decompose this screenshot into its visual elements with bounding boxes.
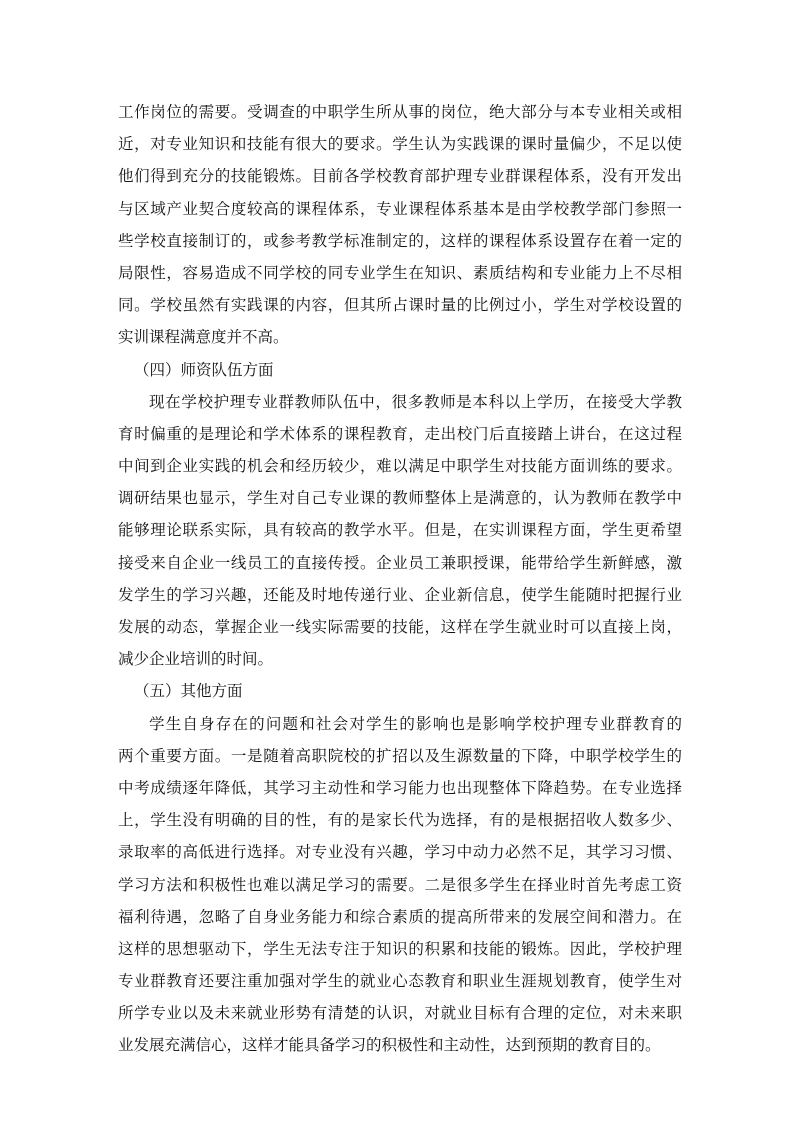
text-line: 些学校直接制订的，或参考教学标准制定的，这样的课程体系设置存在着一定的 — [118, 231, 682, 250]
text-line: 接受来自企业一线员工的直接传授。企业员工兼职授课，能带给学生新鲜感，激 — [118, 553, 682, 572]
text-line: 业发展充满信心，这样才能具备学习的积极性和主动性，达到预期的教育目的。 — [118, 1036, 661, 1055]
text-line: 减少企业培训的时间。 — [118, 650, 274, 669]
paragraph-curriculum — [118, 96, 682, 354]
text-line: 中间到企业实践的机会和经历较少，难以满足中职学生对技能方面训练的要求。 — [118, 457, 682, 476]
text-line: 中考成绩逐年降低，其学习主动性和学习能力也出现整体下降趋势。在专业选择 — [118, 778, 682, 797]
paragraph-other — [118, 708, 682, 1062]
text-line: 所学专业以及未来就业形势有清楚的认识，对就业目标有合理的定位，对未来职 — [118, 1004, 682, 1023]
text-line: 与区域产业契合度较高的课程体系，专业课程体系基本是由学校教学部门参照一 — [118, 199, 682, 218]
text-line: 学习方法和积极性也难以满足学习的需要。二是很多学生在择业时首先考虑工资 — [118, 875, 682, 894]
text-line: 这样的思想驱动下，学生无法专注于知识的积累和技能的锻炼。因此，学校护理 — [118, 939, 682, 958]
text-line: 他们得到充分的技能锻炼。目前各学校教育部护理专业群课程体系，没有开发出 — [118, 167, 682, 186]
text-line: 局限性，容易造成不同学校的同专业学生在知识、素质结构和专业能力上不尽相 — [118, 263, 682, 282]
text-line: 学生自身存在的问题和社会对学生的影响也是影响学校护理专业群教育的 — [149, 714, 682, 733]
text-line: 录取率的高低进行选择。对专业没有兴趣，学习中动力必然不足，其学习习惯、 — [118, 843, 682, 862]
text-line: 现在学校护理专业群教师队伍中，很多教师是本科以上学历，在接受大学教 — [149, 392, 682, 411]
text-line: 实训课程满意度并不高。 — [118, 328, 289, 347]
text-line: 上，学生没有明确的目的性，有的是家长代为选择，有的是根据招收人数多少、 — [118, 811, 682, 830]
paragraph-teachers — [118, 386, 682, 676]
text-line: 发学生的学习兴趣，还能及时地传递行业、企业新信息，使学生能随时把握行业 — [118, 585, 682, 604]
text-line: 福利待遇，忽略了自身业务能力和综合素质的提高所带来的发展空间和潜力。在 — [118, 907, 682, 926]
document-page — [118, 96, 682, 1062]
text-line: 同。学校虽然有实践课的内容，但其所占课时量的比例过小，学生对学校设置的 — [118, 296, 682, 315]
text-line: 工作岗位的需要。受调查的中职学生所从事的岗位，绝大部分与本专业相关或相 — [118, 103, 682, 121]
section-heading-teachers: （四）师资队伍方面 — [134, 360, 274, 379]
section-heading-other: （五）其他方面 — [134, 682, 243, 701]
text-line: 近，对专业知识和技能有很大的要求。学生认为实践课的课时量偏少，不足以使 — [118, 135, 682, 154]
text-line: 能够理论联系实际，具有较高的教学水平。但是，在实训课程方面，学生更希望 — [118, 521, 682, 540]
text-line: 调研结果也显示，学生对自己专业课的教师整体上是满意的，认为教师在教学中 — [118, 489, 682, 508]
text-line: 育时偏重的是理论和学术体系的课程教育，走出校门后直接踏上讲台，在这过程 — [118, 424, 682, 443]
text-line: 发展的动态，掌握企业一线实际需要的技能，这样在学生就业时可以直接上岗， — [118, 618, 682, 636]
text-line: 两个重要方面。一是随着高职院校的扩招以及生源数量的下降，中职学校学生的 — [118, 746, 682, 765]
text-line: 专业群教育还要注重加强对学生的就业心态教育和职业生涯规划教育，使学生对 — [118, 972, 682, 991]
